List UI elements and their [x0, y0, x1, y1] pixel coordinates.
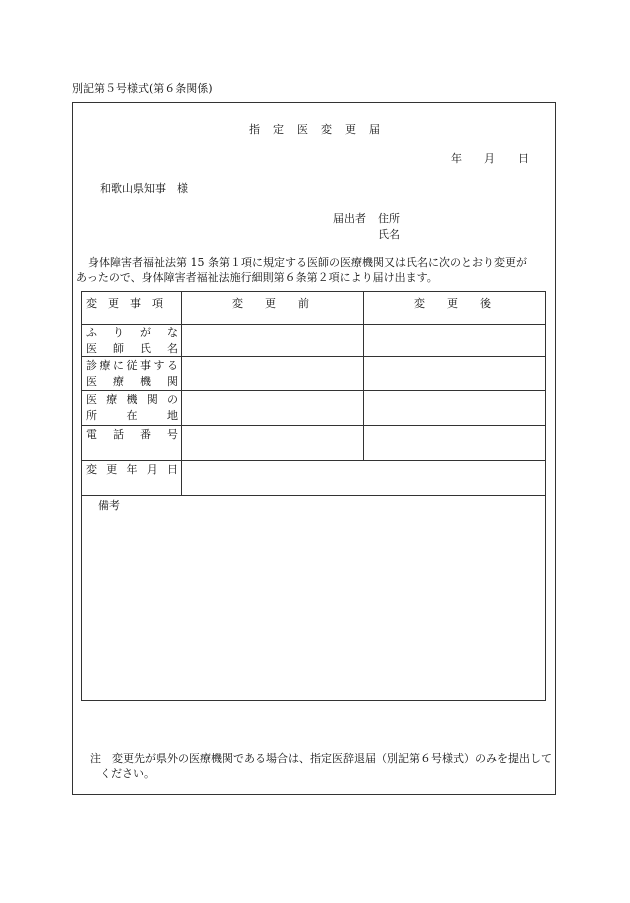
table-rule	[81, 460, 546, 461]
date-month-label: 月	[484, 152, 495, 165]
statement-line-2: あったので、身体障害者福祉法施行細則第６条第２項により届け出ます。	[76, 271, 438, 284]
table-rule	[181, 291, 182, 495]
form-number: 別記第５号様式(第６条関係)	[72, 82, 213, 95]
applicant-label: 届出者	[333, 212, 366, 225]
form-title: 指 定 医 変 更 届	[249, 123, 381, 136]
note-line-2: ください。	[100, 767, 155, 780]
table-rule	[363, 291, 364, 460]
header-after: 変 更 後	[414, 297, 491, 310]
header-change-item: 変 更 事 項	[86, 297, 163, 310]
remarks-label: 備考	[98, 499, 120, 512]
applicant-address-label: 住所	[378, 212, 400, 225]
applicant-name-label: 氏名	[378, 228, 400, 241]
row-label-practice: 診 療 に 従 事 す る	[86, 359, 178, 372]
date-year-label: 年	[451, 152, 462, 165]
row-label-phone: 電 話 番 号	[86, 428, 178, 441]
note-line-1: 注 変更先が県外の医療機関である場合は、指定医辞退届（別記第６号様式）のみを提出して	[90, 752, 552, 765]
addressee: 和歌山県知事 様	[100, 182, 188, 195]
date-day-label: 日	[518, 152, 529, 165]
row-label-institution: 医 療 機 関	[86, 375, 178, 388]
statement-line-1: 身体障害者福祉法第 15 条第１項に規定する医師の医療機関又は氏名に次のとおり変更が	[88, 256, 527, 269]
row-label-doctor-name: 医 師 氏 名	[86, 342, 178, 355]
row-label-furigana: ふ り が な	[86, 326, 178, 339]
table-rule	[81, 390, 546, 391]
row-label-institution-of: 医 療 機 関 の	[86, 393, 178, 406]
table-rule	[81, 425, 546, 426]
row-label-change-date: 変 更 年 月 日	[86, 463, 178, 476]
table-rule	[81, 495, 546, 496]
header-before: 変 更 前	[232, 297, 309, 310]
row-label-location: 所 在 地	[86, 409, 178, 422]
